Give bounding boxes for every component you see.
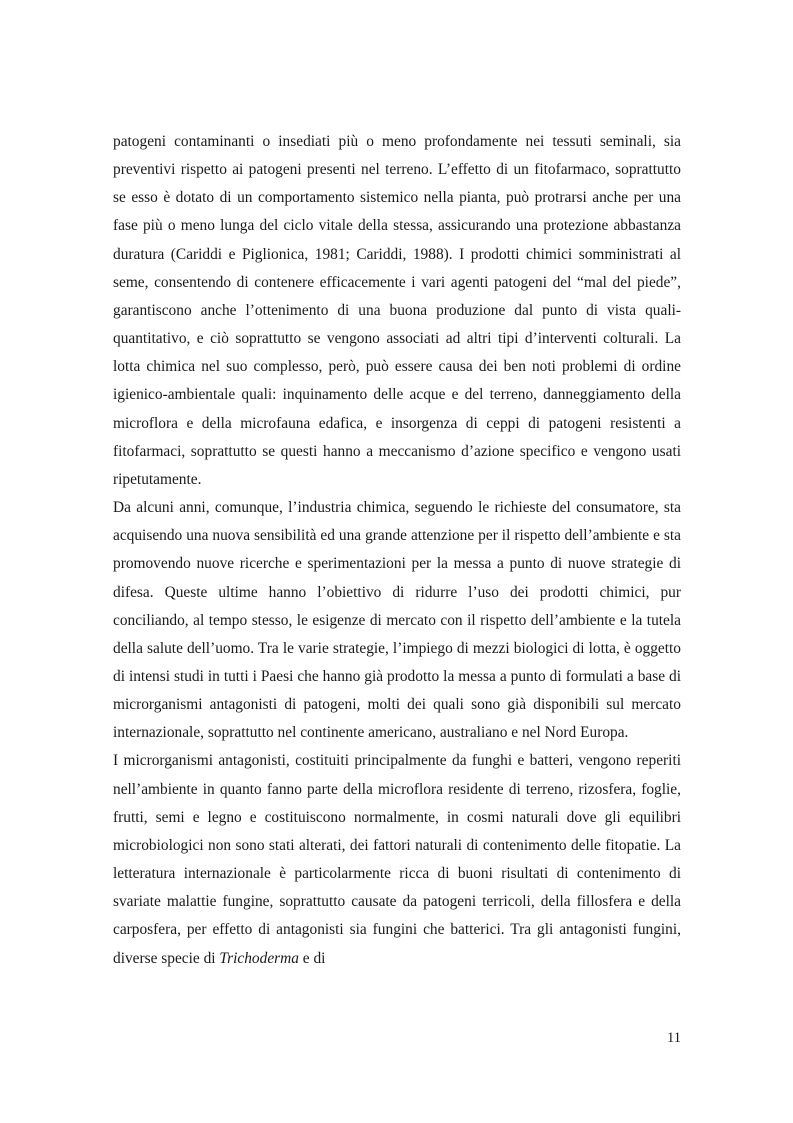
- paragraph-2: [113, 494, 681, 747]
- italic-term: Trichoderma: [219, 949, 299, 967]
- text-run: e di: [298, 949, 326, 967]
- text-run: patogeni contaminanti o insediati più o meno profondamente nei tessuti seminali, sia preventivi rispetto ai patogeni presenti nel terreno. L’effetto di un fitofarmaco, soprattutto se esso è dotato di un comportamento sistemico nella pianta, può protrarsi anche per una fase più o meno lunga del ciclo vitale della stessa, assicurando una protezione abbastanza duratura (Cariddi e Piglionica, 1981; Cariddi, 1988). I prodotti chimici somministrati al seme, consentendo di contenere efficacemente i vari agenti patogeni del “mal del piede”, garantiscono anche l’ottenimento di una buona produzione dal punto di vista quali-quantitativo, e ciò soprattutto se vengono associati ad altri tipi d’interventi colturali. La lotta chimica nel suo complesso, però, può essere causa dei ben noti problemi di ordine igienico-ambientale quali: inquinamento delle acque e del terreno, danneggiamento della microflora e della microfauna edafica, e insorgenza di ceppi di patogeni resistenti a fitofarmaci, soprattutto se questi hanno a meccanismo d’azione specifico e vengono usati ripetutamente.: [113, 133, 681, 488]
- page-number: 11: [667, 1030, 681, 1046]
- paragraph-1: [113, 128, 681, 494]
- body-text: [113, 128, 681, 973]
- text-run: I microrganismi antagonisti, costituiti principalmente da funghi e batteri, vengono reperiti nell’ambiente in quanto fanno parte della microflora residente di terreno, rizosfera, foglie, frutti, semi e legno e costituiscono normalmente, in cosmi naturali dove gli equilibri microbiologici non sono stati alterati, dei fattori naturali di contenimento delle fitopatie. La letteratura internazionale è particolarmente ricca di buoni risultati di contenimento di svariate malattie fungine, soprattutto causate da patogeni terricoli, della fillosfera e della carposfera, per effetto di antagonisti sia fungini che batterici. Tra gli antagonisti fungini, diverse specie di: [113, 752, 681, 967]
- paragraph-3: [113, 747, 681, 972]
- text-run: Da alcuni anni, comunque, l’industria chimica, seguendo le richieste del consumatore, sta acquisendo una nuova sensibilità ed una grande attenzione per il rispetto dell’ambiente e sta promovendo nuove ricerche e sperimentazioni per la messa a punto di nuove strategie di difesa. Queste ultime hanno l’obiettivo di ridurre l’uso dei prodotti chimici, pur conciliando, al tempo stesso, le esigenze di mercato con il rispetto dell’ambiente e la tutela della salute dell’uomo. Tra le varie strategie, l’impiego di mezzi biologici di lotta, è oggetto di intensi studi in tutti i Paesi che hanno già prodotto la messa a punto di formulati a base di microrganismi antagonisti di patogeni, molti dei quali sono già disponibili sul mercato internazionale, soprattutto nel continente americano, australiano e nel Nord Europa.: [113, 499, 681, 742]
